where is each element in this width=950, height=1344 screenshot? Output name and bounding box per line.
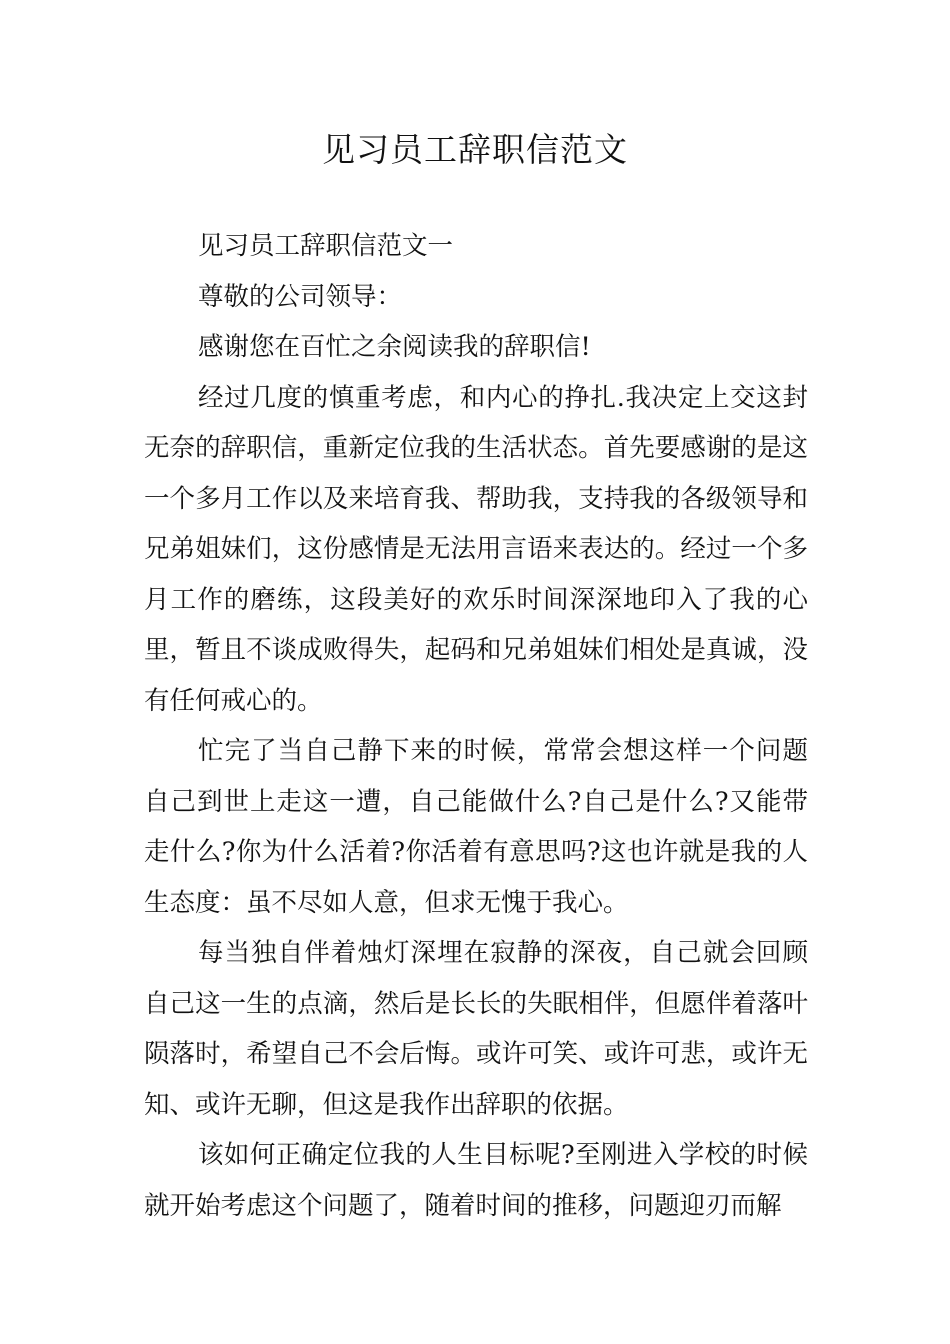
document-title: 见习员工辞职信范文 (322, 130, 628, 169)
paragraph-body-3: 每当独自伴着烛灯深埋在寂静的深夜，自己就会回顾自己这一生的点滴，然后是长长的失眠相伴，但愿伴着落叶陨落时，希望自己不会后悔。或许可笑、或许可悲，或许无知、或许无聊，但这是我作出辞职的依据。 (144, 938, 808, 1120)
paragraph-body-4: 该如何正确定位我的人生目标呢?至刚进入学校的时候就开始考虑这个问题了，随着时间的推移，问题迎刃而解 (144, 1140, 808, 1221)
paragraph-salutation: 尊敬的公司领导： (198, 281, 403, 312)
paragraph-thanks: 感谢您在百忙之余阅读我的辞职信! (198, 332, 591, 362)
document-body (144, 221, 808, 1231)
paragraph-subtitle: 见习员工辞职信范文一 (198, 231, 454, 261)
paragraph-body-1: 经过几度的慎重考虑，和内心的挣扎.我决定上交这封无奈的辞职信，重新定位我的生活状态。首先要感谢的是这一个多月工作以及来培育我、帮助我，支持我的各级领导和兄弟姐妹们，这份感情是无法用言语来表达的。经过一个多月工作的磨练，这段美好的欢乐时间深深地印入了我的心里，暂且不谈成败得失，起码和兄弟姐妹们相处是真诚，没有任何戒心的。 (144, 382, 808, 716)
paragraph-body-2: 忙完了当自己静下来的时候，常常会想这样一个问题自己到世上走这一遭，自己能做什么?自己是什么?又能带走什么?你为什么活着?你活着有意思吗?这也许就是我的人生态度：虽不尽如人意，但求无愧于我心。 (144, 736, 808, 918)
